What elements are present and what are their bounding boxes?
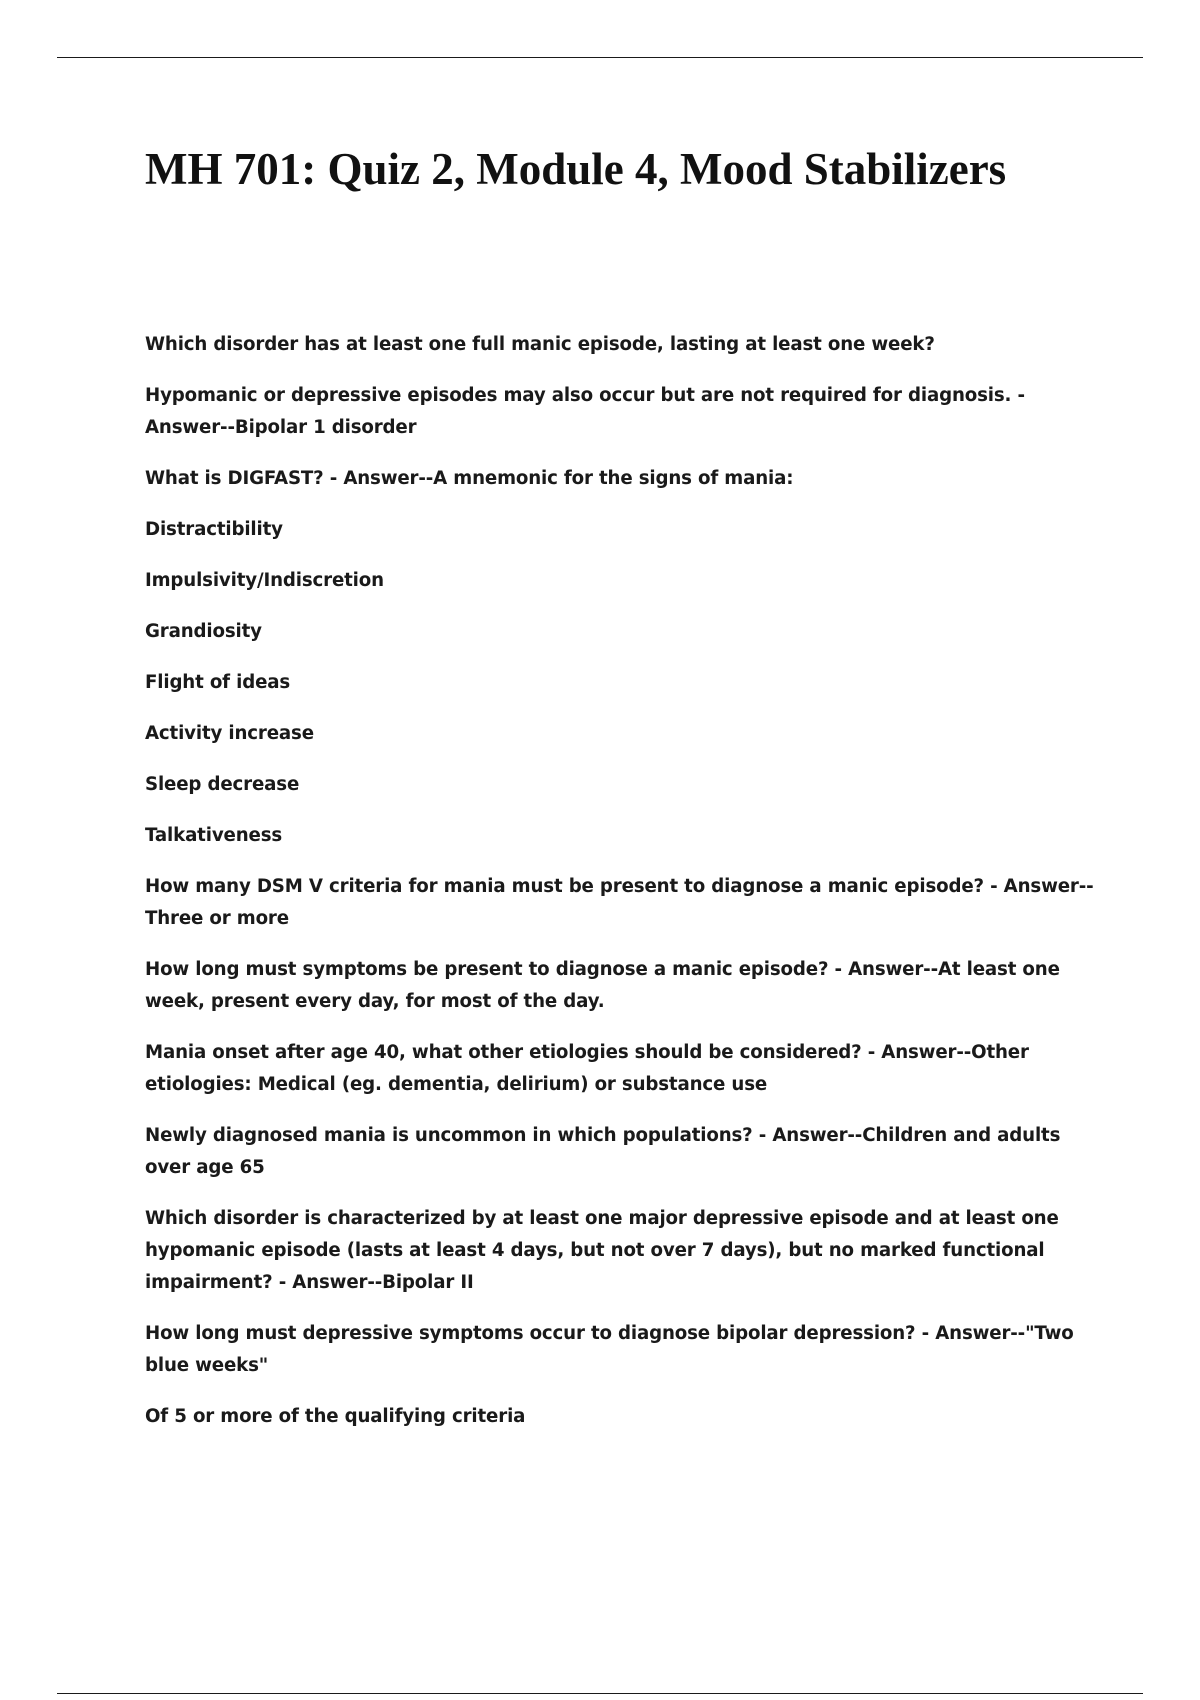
paragraph: What is DIGFAST? - Answer--A mnemonic for the signs of mania: [145, 468, 794, 489]
list-item: Impulsivity/Indiscretion [145, 570, 384, 591]
list-item: Sleep decrease [145, 774, 300, 795]
document-body [145, 329, 1100, 1452]
list-item: Flight of ideas [145, 672, 291, 693]
bottom-rule [57, 1693, 1143, 1694]
paragraph: How long must depressive symptoms occur to diagnose bipolar depression? - Answer--"Two blue weeks" [145, 1323, 1074, 1376]
list-item: Activity increase [145, 723, 314, 744]
list-item: Grandiosity [145, 621, 262, 642]
paragraph: How long must symptoms be present to diagnose a manic episode? - Answer--At least one week, present every day, for most of the day. [145, 959, 1060, 1012]
paragraph: Which disorder is characterized by at least one major depressive episode and at least one hypomanic episode (lasts at least 4 days, but not over 7 days), but no marked functional impairment? - Answer--Bipolar II [145, 1208, 1059, 1293]
paragraph: Of 5 or more of the qualifying criteria [145, 1406, 526, 1427]
paragraph: Hypomanic or depressive episodes may also occur but are not required for diagnosis. - Answer--Bipolar 1 disorder [145, 385, 1025, 438]
list-item: Talkativeness [145, 825, 283, 846]
top-rule [57, 57, 1143, 58]
page-title: MH 701: Quiz 2, Module 4, Mood Stabilizers [145, 144, 1007, 194]
paragraph: Mania onset after age 40, what other etiologies should be considered? - Answer--Other etiologies: Medical (eg. dementia, delirium) or substance use [145, 1042, 1029, 1095]
list-item: Distractibility [145, 519, 283, 540]
paragraph: Which disorder has at least one full manic episode, lasting at least one week? [145, 334, 935, 355]
paragraph: How many DSM V criteria for mania must be present to diagnose a manic episode? - Answer--Three or more [145, 876, 1094, 929]
paragraph: Newly diagnosed mania is uncommon in which populations? - Answer--Children and adults over age 65 [145, 1125, 1061, 1178]
